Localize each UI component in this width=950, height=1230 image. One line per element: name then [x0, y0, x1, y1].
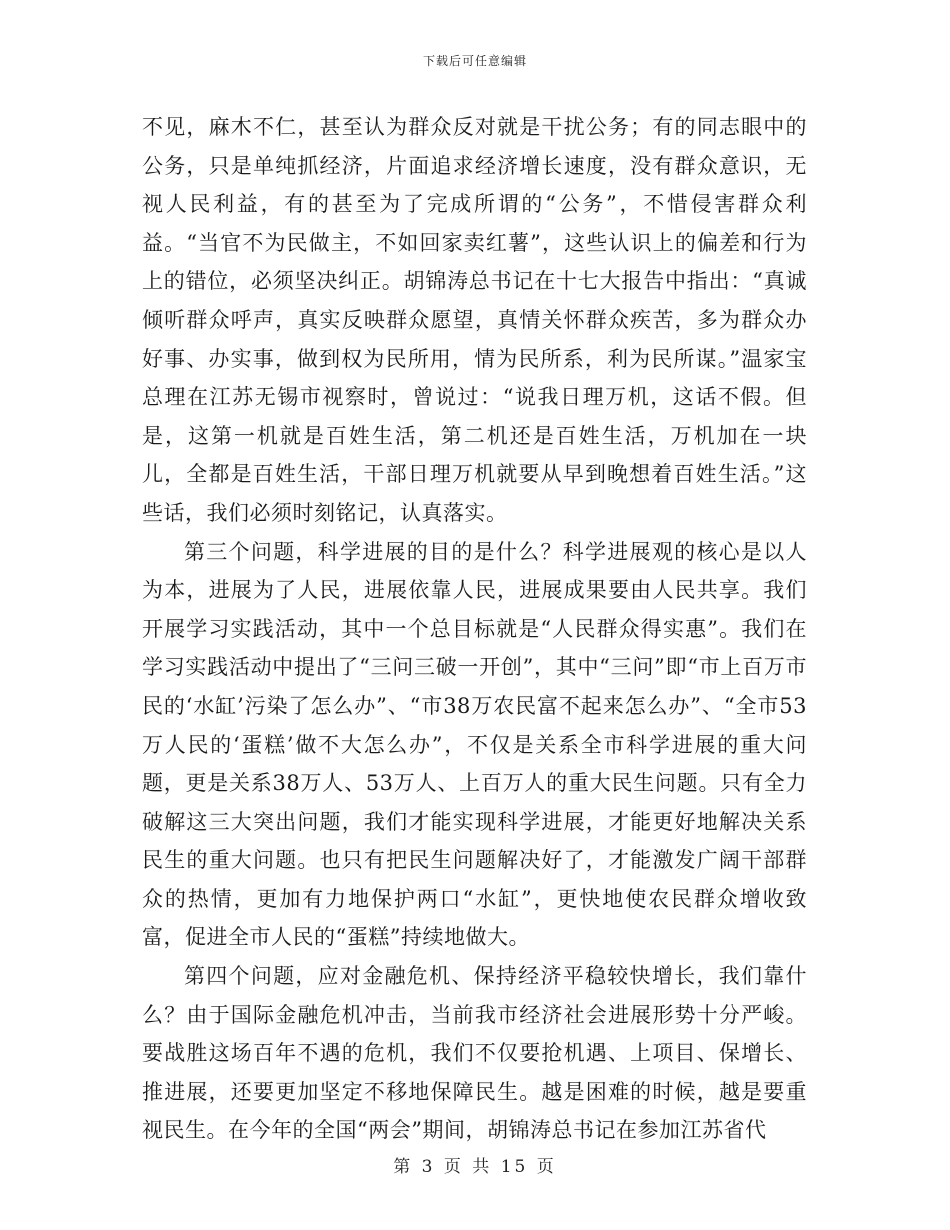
document-body: [142, 108, 807, 1150]
page-header: 下载后可任意编辑: [422, 54, 527, 68]
paragraph-2: 第三个问题，科学进展的目的是什么？科学进展观的核心是以人为本，进展为了人民，进展依靠人民，进展成果要由人民共享。我们开展学习实践活动，其中一个总目标就是“人民群众得实惠”。我们在学习实践活动中提出了“三问三破一开创”，其中“三问”即“市上百万市民的‘水缸’污染了怎么办”、“市38万农民富不起来怎么办”、“全市53万人民的‘蛋糕’做不大怎么办”，不仅是关系全市科学进展的重大问题，更是关系38万人、53万人、上百万人的重大民生问题。只有全力破解这三大突出问题，我们才能实现科学进展，才能更好地解决关系民生的重大问题。也只有把民生问题解决好了，才能激发广阔干部群众的热情，更加有力地保护两口“水缸”，更快地使农民群众增收致富，促进全市人民的“蛋糕”持续地做大。: [142, 539, 807, 950]
paragraph-3: 第四个问题，应对金融危机、保持经济平稳较快增长，我们靠什么？由于国际金融危机冲击，当前我市经济社会进展形势十分严峻。要战胜这场百年不遇的危机，我们不仅要抢机遇、上项目、保增长、推进展，还要更加坚定不移地保障民生。越是困难的时候，越是要重视民生。在今年的全国“两会”期间，胡锦涛总书记在参加江苏省代: [142, 964, 807, 1143]
page-number-footer: 第 3 页 共 15 页: [393, 1157, 557, 1177]
paragraph-1: 不见，麻木不仁，甚至认为群众反对就是干扰公务；有的同志眼中的公务，只是单纯抓经济，片面追求经济增长速度，没有群众意识，无视人民利益，有的甚至为了完成所谓的“公务”，不惜侵害群众利益。“当官不为民做主，不如回家卖红薯”，这些认识上的偏差和行为上的错位，必须坚决纠正。胡锦涛总书记在十七大报告中指出：“真诚倾听群众呼声，真实反映群众愿望，真情关怀群众疾苦，多为群众办好事、办实事，做到权为民所用，情为民所系，利为民所谋。”温家宝总理在江苏无锡市视察时，曾说过：“说我日理万机，这话不假。但是，这第一机就是百姓生活，第二机还是百姓生活，万机加在一块儿，全都是百姓生活，干部日理万机就要从早到晚想着百姓生活。”这些话，我们必须时刻铭记，认真落实。: [142, 115, 807, 525]
